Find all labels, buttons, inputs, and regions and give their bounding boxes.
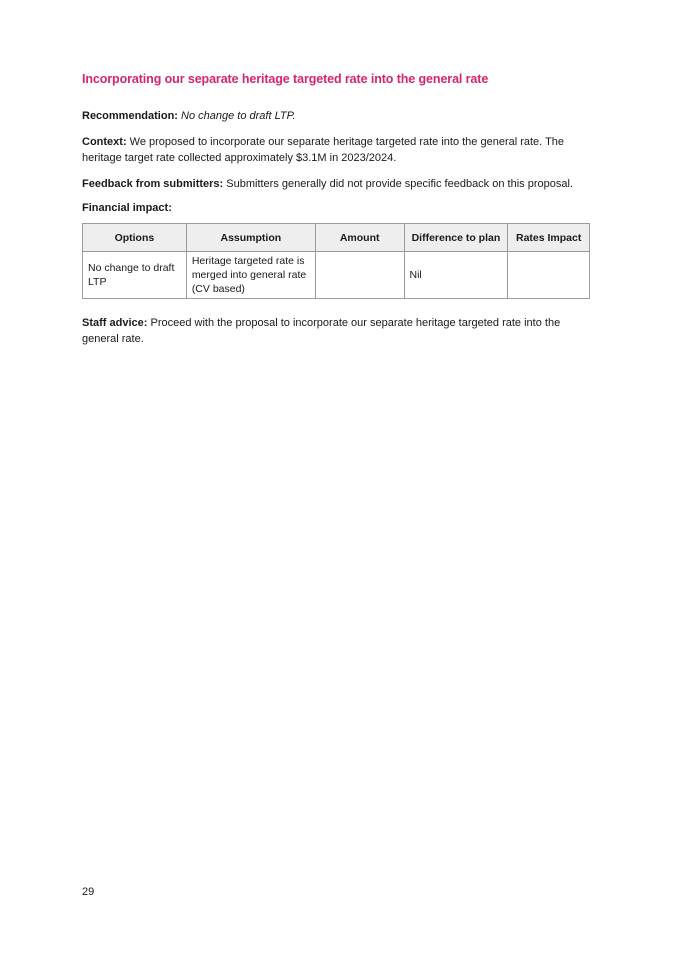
- financial-impact-table: [82, 223, 590, 299]
- document-page: [82, 72, 592, 357]
- financial-impact-label: Financial impact:: [82, 202, 172, 214]
- cell-rates-impact: [508, 252, 590, 299]
- feedback-paragraph: [82, 176, 592, 192]
- recommendation-text: No change to draft LTP.: [181, 110, 296, 122]
- cell-assumption: Heritage targeted rate is merged into general rate (CV based): [186, 252, 315, 299]
- column-header-options: Options: [83, 224, 187, 252]
- recommendation-paragraph: [82, 108, 592, 124]
- context-text: We proposed to incorporate our separate heritage targeted rate into the general rate. The heritage target rate collected approximately $3.1M in 2023/2024.: [82, 136, 565, 164]
- cell-amount: [315, 252, 404, 299]
- page-number: 29: [82, 886, 95, 898]
- section-heading: Incorporating our separate heritage targeted rate into the general rate: [82, 72, 489, 86]
- cell-options: No change to draft LTP: [83, 252, 187, 299]
- feedback-text: Submitters generally did not provide specific feedback on this proposal.: [226, 178, 573, 190]
- staff-advice-paragraph: [82, 315, 592, 347]
- column-header-amount: Amount: [315, 224, 404, 252]
- context-label: Context:: [82, 136, 127, 148]
- column-header-rates-impact: Rates Impact: [508, 224, 590, 252]
- table-header-row: [83, 224, 590, 252]
- staff-advice-label: Staff advice:: [82, 317, 148, 329]
- table-row: [83, 252, 590, 299]
- column-header-assumption: Assumption: [186, 224, 315, 252]
- cell-difference: Nil: [404, 252, 508, 299]
- column-header-difference: Difference to plan: [404, 224, 508, 252]
- feedback-label: Feedback from submitters:: [82, 178, 224, 190]
- recommendation-label: Recommendation:: [82, 110, 178, 122]
- context-paragraph: [82, 134, 592, 166]
- staff-advice-text: Proceed with the proposal to incorporate our separate heritage targeted rate into the general rate.: [82, 317, 561, 345]
